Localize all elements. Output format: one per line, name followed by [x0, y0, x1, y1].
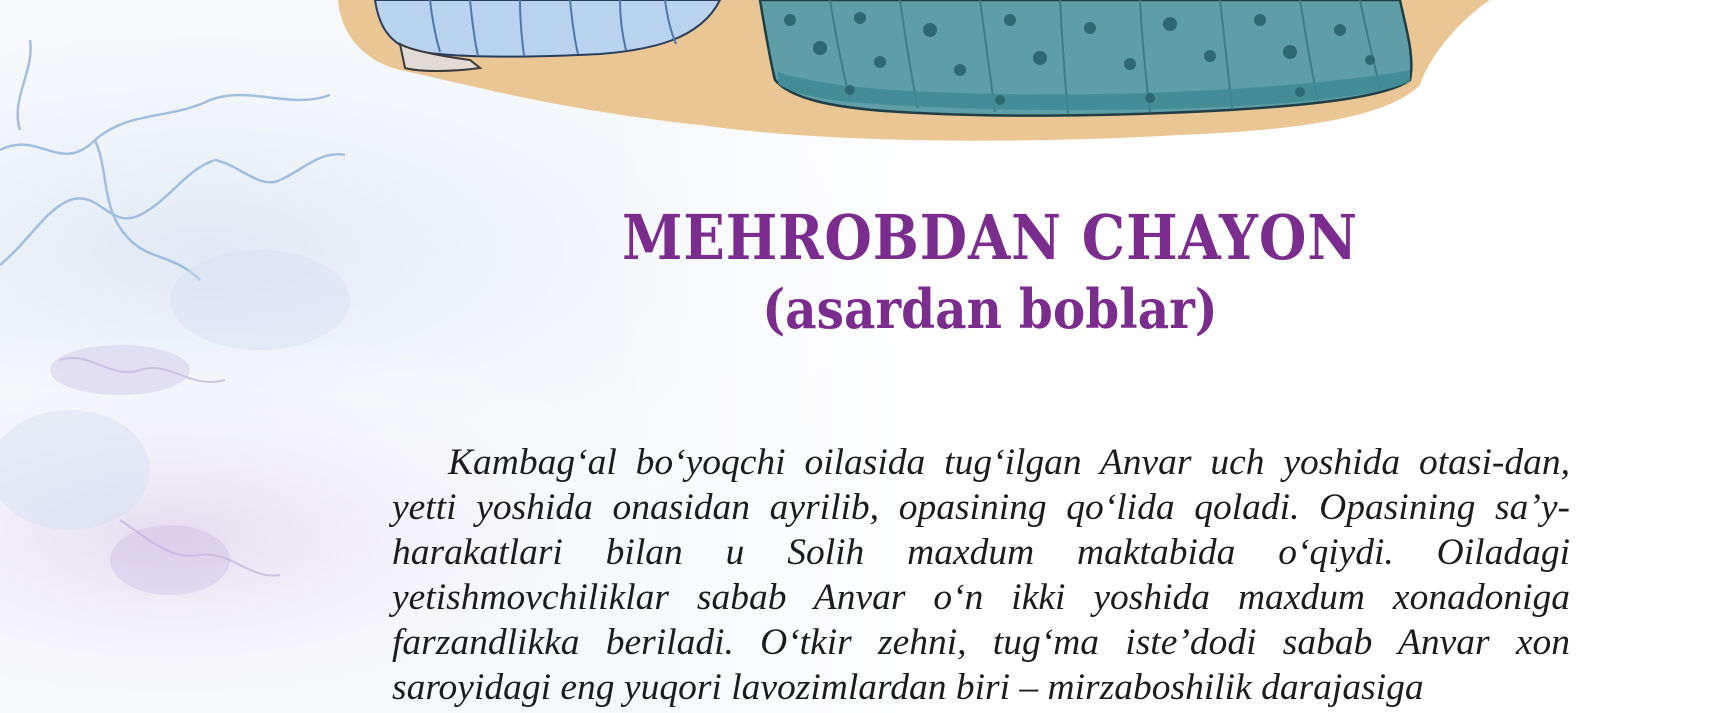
body-paragraph: Kambag‘al bo‘yoqchi oilasida tug‘ilgan Anvar uch yoshida otasi-dan, yetti yoshida onasidan ayrilib, opasining qo‘lida qoladi. Opasining sa’y-harakatlari bilan u Solih maxdum maktabida o‘qiydi. Oiladagi yetishmovchiliklar sabab Anvar o‘n ikki yoshida maxdum xonadoniga farzandlikka beriladi. O‘tkir zehni, tug‘ma iste’dodi sabab Anvar xon saroyidagi eng yuqori lavozimlardan biri – mirzaboshilik darajasiga [392, 442, 1570, 708]
page-title: MEHROBDAN CHAYON [621, 201, 1359, 274]
illustration-figures-robes [0, 0, 1733, 160]
heading-block [540, 200, 1440, 342]
page-subtitle: (asardan boblar) [762, 277, 1218, 341]
